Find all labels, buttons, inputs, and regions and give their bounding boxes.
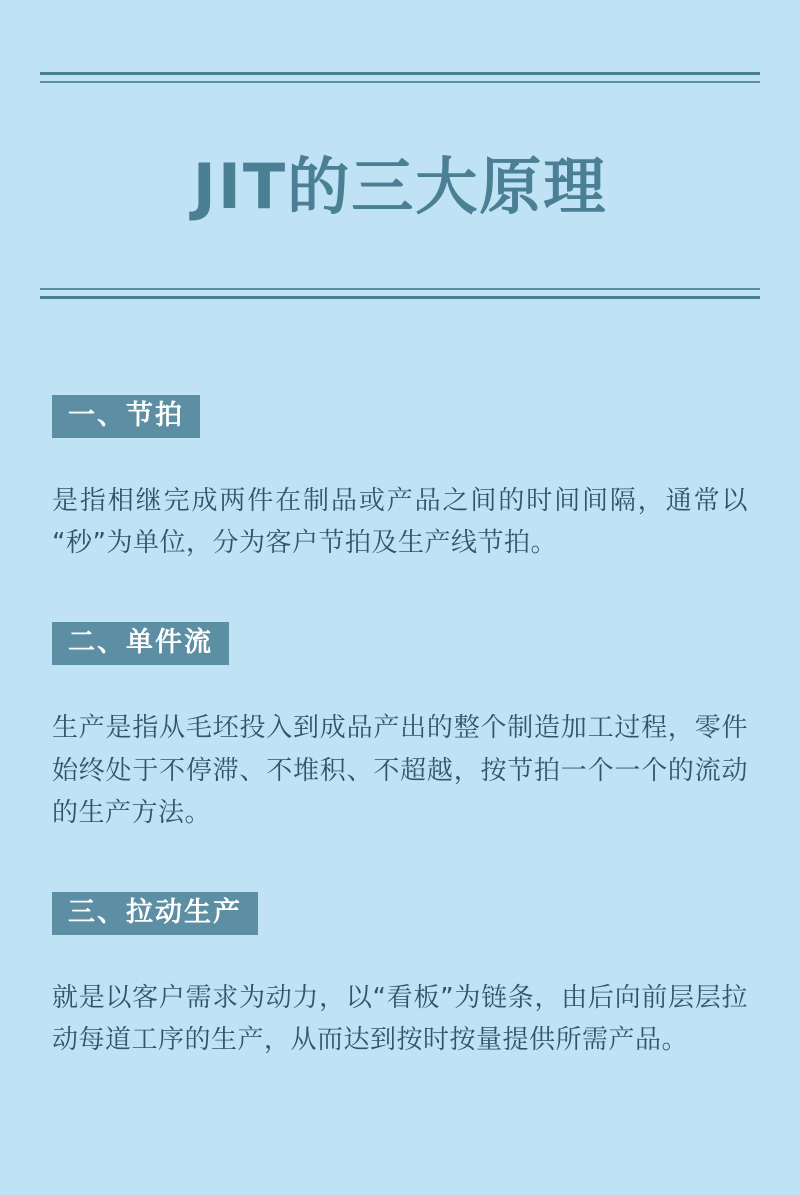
bottom-rule-group: [40, 288, 760, 299]
top-rule-thin: [40, 81, 760, 83]
page-title: JIT的三大原理: [192, 149, 608, 223]
top-rule-group: [40, 72, 760, 83]
title-block: [40, 0, 760, 299]
section-body: 是指相继完成两件在制品或产品之间的时间间隔，通常以“秒”为单位，分为客户节拍及生产线节拍。: [52, 486, 748, 559]
section-item: [52, 892, 748, 1061]
section-item: [52, 395, 748, 564]
section-item: [52, 622, 748, 833]
bottom-rule-thick: [40, 296, 760, 299]
section-tag: 一、节拍: [52, 395, 200, 438]
section-body: 生产是指从毛坯投入到成品产出的整个制造加工过程，零件始终处于不停滞、不堆积、不超越，按节拍一个一个的流动的生产方法。: [52, 713, 748, 828]
section-body: 就是以客户需求为动力，以“看板”为链条，由后向前层层拉动每道工序的生产，从而达到按时按量提供所需产品。: [52, 982, 748, 1055]
section-tag: 三、拉动生产: [52, 892, 258, 935]
section-tag: 二、单件流: [52, 622, 229, 665]
sections-container: [52, 395, 748, 1061]
